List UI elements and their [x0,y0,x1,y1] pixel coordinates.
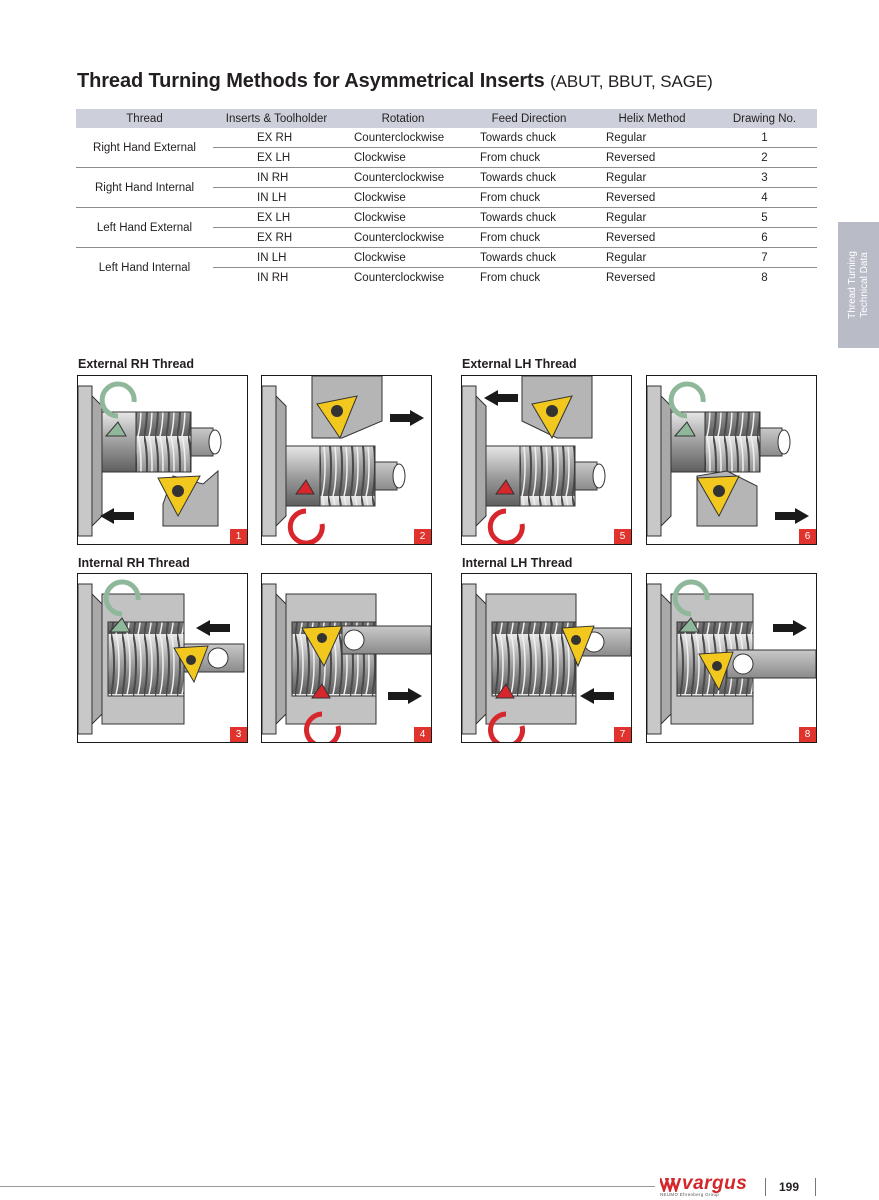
table-cell: From chuck [466,188,592,208]
table-cell: EX RH [213,228,340,248]
table-cell: Towards chuck [466,248,592,268]
drawing-3-graphic [78,574,247,742]
table-cell: 5 [712,208,817,228]
table-cell: Regular [592,168,712,188]
table-cell: IN LH [213,188,340,208]
table-cell: EX LH [213,148,340,168]
table-cell: Counterclockwise [354,271,445,284]
table-cell: Counterclockwise [340,128,466,148]
header-drawing-no: Drawing No. [712,109,817,128]
drawing-8 [646,573,817,743]
table-cell: 8 [761,271,768,284]
page-number: 199 [779,1180,800,1194]
table-cell: From chuck [466,148,592,168]
table-cell: 7 [712,248,817,268]
brand-tagline: NEUMO Ehrenberg Group [660,1192,720,1197]
vargus-logo [660,1173,760,1198]
drawing-number-badge: 5 [614,529,631,544]
table-cell: Clockwise [340,148,466,168]
header-feed-direction: Feed Direction [466,109,592,128]
table-cell: From chuck [480,271,541,284]
table-cell: Clockwise [340,188,466,208]
drawing-4 [261,573,432,743]
drawing-5 [461,375,632,545]
table-cell: IN RH [213,168,340,188]
table-cell: Reversed [606,271,656,284]
side-tab-label: Thread Turning Technical Data [846,251,870,319]
table-cell: 6 [712,228,817,248]
table-cell: Towards chuck [466,168,592,188]
drawing-6-graphic [647,376,816,544]
table-cell: 1 [712,128,817,148]
table-cell: EX LH [213,208,340,228]
table-header-row [76,109,817,128]
drawing-3 [77,573,248,743]
footer-divider [815,1178,816,1196]
label-internal-rh-thread: Internal RH Thread [78,556,190,570]
label-internal-lh-thread: Internal LH Thread [462,556,573,570]
page-title-main: Thread Turning Methods for Asymmetrical Inserts [77,70,545,92]
table-cell: Clockwise [340,208,466,228]
drawing-6 [646,375,817,545]
footer-rule [0,1186,655,1187]
page-title [77,70,713,93]
drawing-7-graphic [462,574,631,742]
drawing-4-graphic [262,574,431,742]
thread-cell: Left Hand Internal [98,261,191,274]
footer-divider [765,1178,766,1196]
table-cell: Reversed [592,188,712,208]
header-thread: Thread [76,109,213,128]
drawing-7 [461,573,632,743]
table-cell: Counterclockwise [340,168,466,188]
brand-name: vargus [682,1173,748,1194]
page-title-sub: (ABUT, BBUT, SAGE) [550,72,713,91]
drawing-2-graphic [262,376,431,544]
header-helix-method: Helix Method [592,109,712,128]
table-row [76,168,817,188]
thread-cell: Right Hand Internal [76,168,213,208]
drawing-number-badge: 7 [614,727,631,742]
drawing-1-graphic [78,376,247,544]
table-cell: Clockwise [340,248,466,268]
table-cell: 2 [712,148,817,168]
table-cell: Regular [592,208,712,228]
thread-methods-table [76,109,817,287]
table-cell: IN RH [257,271,289,284]
drawing-number-badge: 4 [414,727,431,742]
drawing-number-badge: 2 [414,529,431,544]
drawing-number-badge: 3 [230,727,247,742]
table-cell: EX RH [213,128,340,148]
table-cell: Regular [592,128,712,148]
label-external-rh-thread: External RH Thread [78,357,195,371]
drawing-number-badge: 1 [230,529,247,544]
label-external-lh-thread: External LH Thread [462,357,577,371]
drawing-number-badge: 6 [799,529,816,544]
table-cell: Towards chuck [466,208,592,228]
table-cell: 3 [712,168,817,188]
drawing-2 [261,375,432,545]
drawing-8-graphic [647,574,816,742]
table-row [76,248,817,268]
table-cell: IN LH [213,248,340,268]
drawing-5-graphic [462,376,631,544]
thread-cell: Right Hand External [76,128,213,168]
table-cell: 4 [712,188,817,208]
header-inserts: Inserts & Toolholder [213,109,340,128]
header-rotation: Rotation [340,109,466,128]
table-cell: Reversed [592,148,712,168]
table-row [76,128,817,148]
drawing-1 [77,375,248,545]
table-cell: Towards chuck [466,128,592,148]
table-cell: Counterclockwise [340,228,466,248]
vargus-mark-icon [660,1178,682,1192]
table-row [76,208,817,228]
section-side-tab[interactable] [838,222,879,348]
table-cell: Reversed [592,228,712,248]
drawing-number-badge: 8 [799,727,816,742]
thread-cell: Left Hand External [76,208,213,248]
table-cell: Regular [592,248,712,268]
table-cell: From chuck [466,228,592,248]
